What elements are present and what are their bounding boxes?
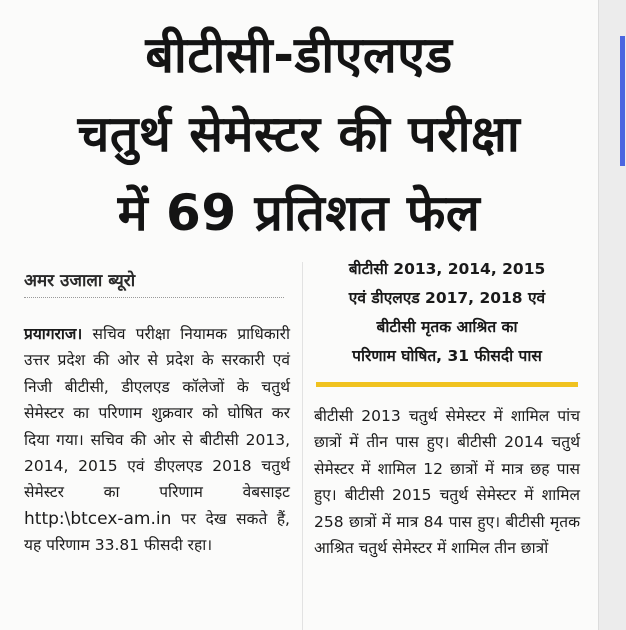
subheadline-line-2: एवं डीएलएड 2017, 2018 एवं <box>348 289 546 307</box>
headline <box>0 16 598 253</box>
subheadline-line-4: परिणाम घोषित, 31 फीसदी पास <box>352 347 542 365</box>
article-right-column <box>314 403 580 561</box>
article-right-text: बीटीसी 2013 चतुर्थ सेमेस्टर में शामिल पांच छात्रों में तीन पास हुए। बीटीसी 2014 चतुर्थ सेमेस्टर में शामिल 12 छात्रों में मात्र छह पास हुए। बीटीसी 2015 चतुर्थ सेमेस्टर में शामिल 258 छात्रों में मात्र 84 पास हुए। बीटीसी मृतक आश्रित चतुर्थ सेमेस्टर में शामिल तीन छात्रों <box>314 407 580 558</box>
article-left-column <box>24 321 290 559</box>
article-text-part-2: पर देख सकते हैं, यह परिणाम 33.81 फीसदी रहा। <box>24 509 290 555</box>
headline-line-1: बीटीसी-डीएलएड <box>145 26 453 84</box>
subheadline-line-1: बीटीसी 2013, 2014, 2015 <box>348 260 546 278</box>
subheadline-accent-rule <box>316 382 578 387</box>
subheadline-line-3: बीटीसी मृतक आश्रित का <box>376 318 518 336</box>
column-divider <box>302 262 303 630</box>
headline-line-3: में 69 प्रतिशत फेल <box>117 184 481 242</box>
website-url: http:\btcex-am.in <box>24 508 172 529</box>
byline-divider <box>24 297 284 298</box>
screen-edge <box>598 0 626 630</box>
byline: अमर उजाला ब्यूरो <box>24 271 136 291</box>
edge-accent-bar <box>620 36 625 166</box>
dateline: प्रयागराज। <box>24 325 83 343</box>
headline-line-2: चतुर्थ सेमेस्टर की परीक्षा <box>77 105 521 163</box>
article-text-part-1: सचिव परीक्षा नियामक प्राधिकारी उत्तर प्रदेश की ओर से प्रदेश के सरकारी एवं निजी बीटीसी, डीएलएड कॉलेजों के चतुर्थ सेमेस्टर का परिणाम शुक्रवार को घोषित कर दिया गया। सचिव की ओर से बीटीसी 2013, 2014, 2015 एवं डीएलएड 2018 चतुर्थ सेमेस्टर का परिणाम वेबसाइट <box>24 325 290 502</box>
subheadline <box>314 255 580 371</box>
